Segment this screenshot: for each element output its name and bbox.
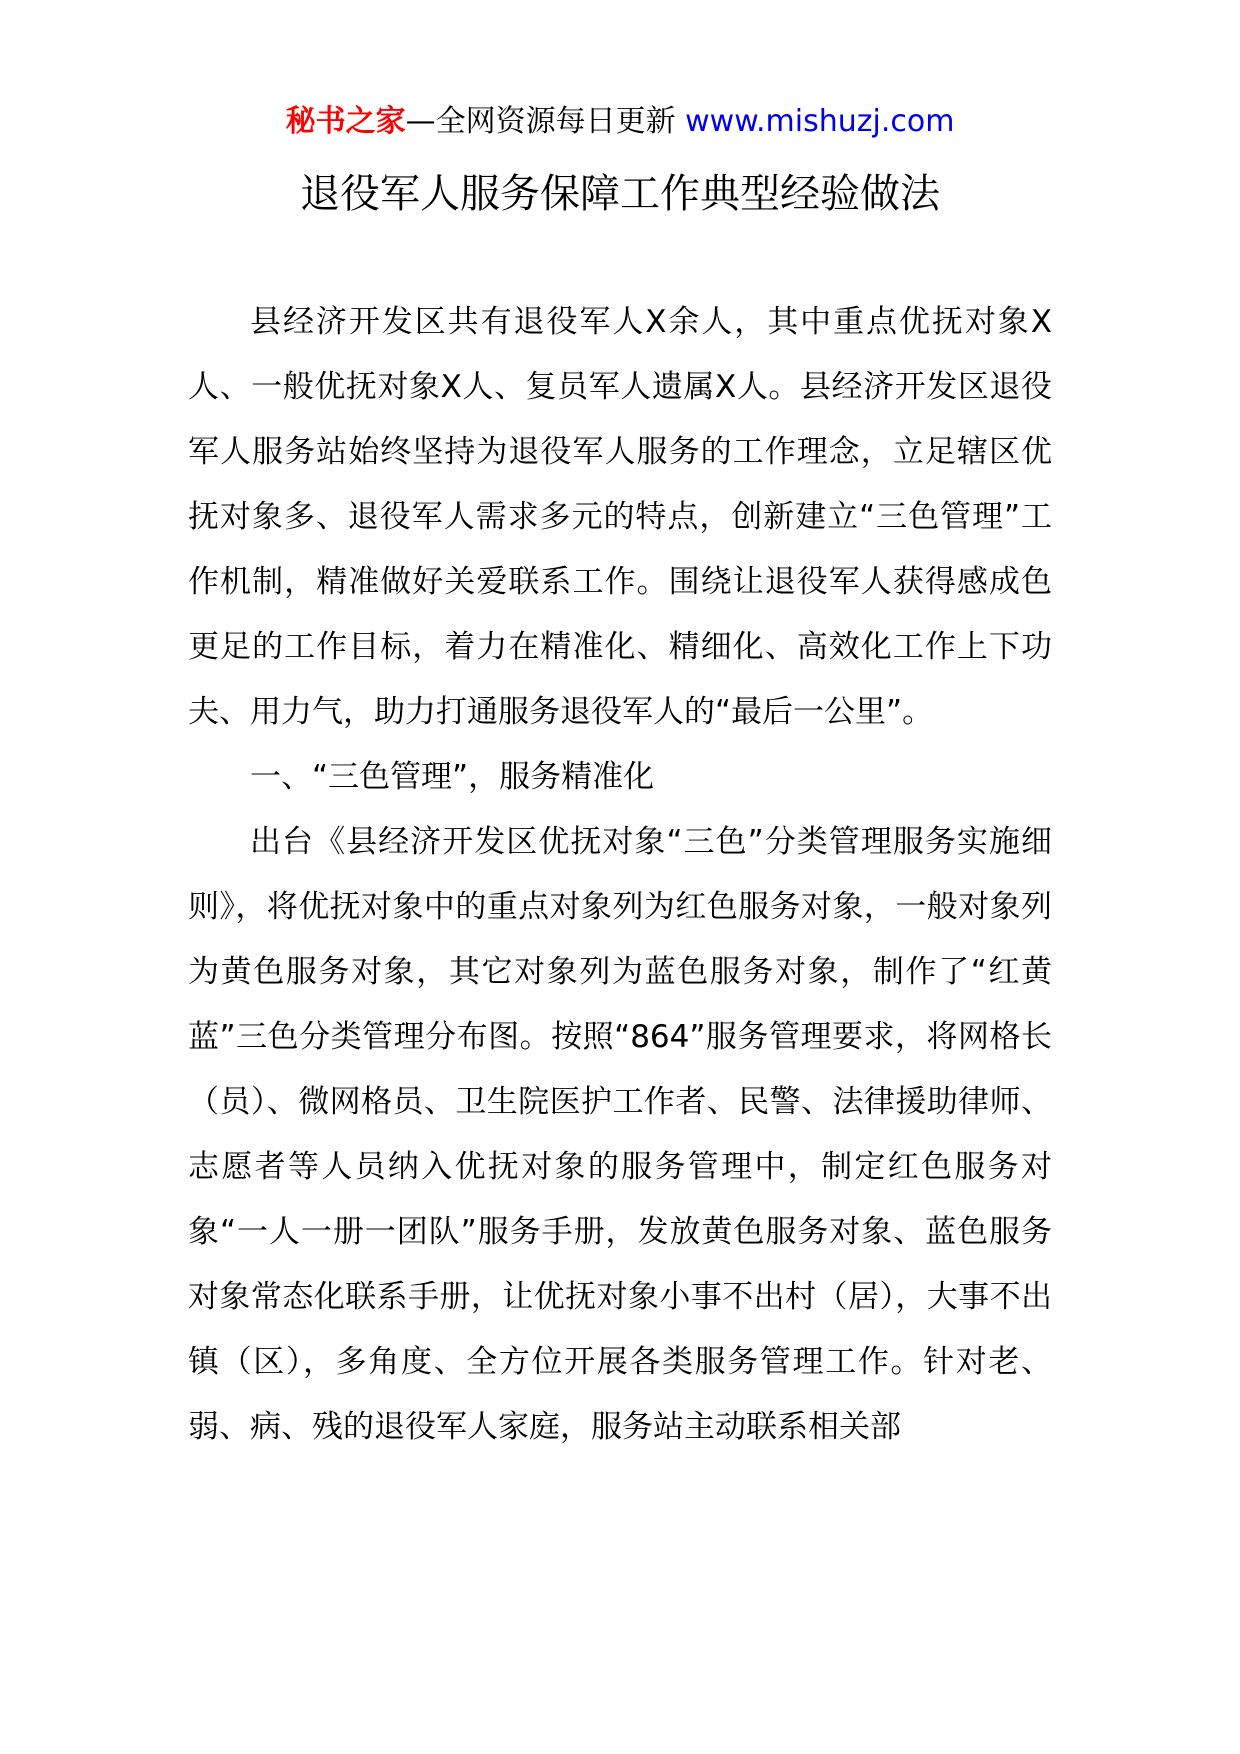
section-heading: 一、“三色管理”，服务精准化 [250, 759, 655, 795]
site-header [0, 102, 1240, 142]
site-url-link[interactable]: www.mishuzj.com [685, 104, 955, 139]
document-title: 退役军人服务保障工作典型经验做法 [300, 171, 940, 217]
section-paragraph: 出台《县经济开发区优抚对象“三色”分类管理服务实施细则》，将优抚对象中的重点对象列为红色服务对象，一般对象列为黄色服务对象，其它对象列为蓝色服务对象，制作了“红黄蓝”三色分类管理分布图。按照“864”服务管理要求，将网格长（员）、微网格员、卫生院医护工作者、民警、法律援助律师、志愿者等人员纳入优抚对象的服务管理中，制定红色服务对象“一人一册一团队”服务手册，发放黄色服务对象、蓝色服务对象常态化联系手册，让优抚对象小事不出村（居），大事不出镇（区），多角度、全方位开展各类服务管理工作。针对老、弱、病、残的退役军人家庭，服务站主动联系相关部 [188, 824, 1052, 1445]
brand-name: 秘书之家 [285, 104, 406, 139]
document-body [188, 290, 1052, 1460]
header-slogan: —全网资源每日更新 [405, 104, 676, 139]
intro-paragraph: 县经济开发区共有退役军人X余人，其中重点优抚对象X人、一般优抚对象X人、复员军人遗属X人。县经济开发区退役军人服务站始终坚持为退役军人服务的工作理念，立足辖区优抚对象多、退役军人需求多元的特点，创新建立“三色管理”工作机制，精准做好关爱联系工作。围绕让退役军人获得感成色更足的工作目标，着力在精准化、精细化、高效化工作上下功夫、用力气，助力打通服务退役军人的“最后一公里”。 [188, 304, 1052, 730]
